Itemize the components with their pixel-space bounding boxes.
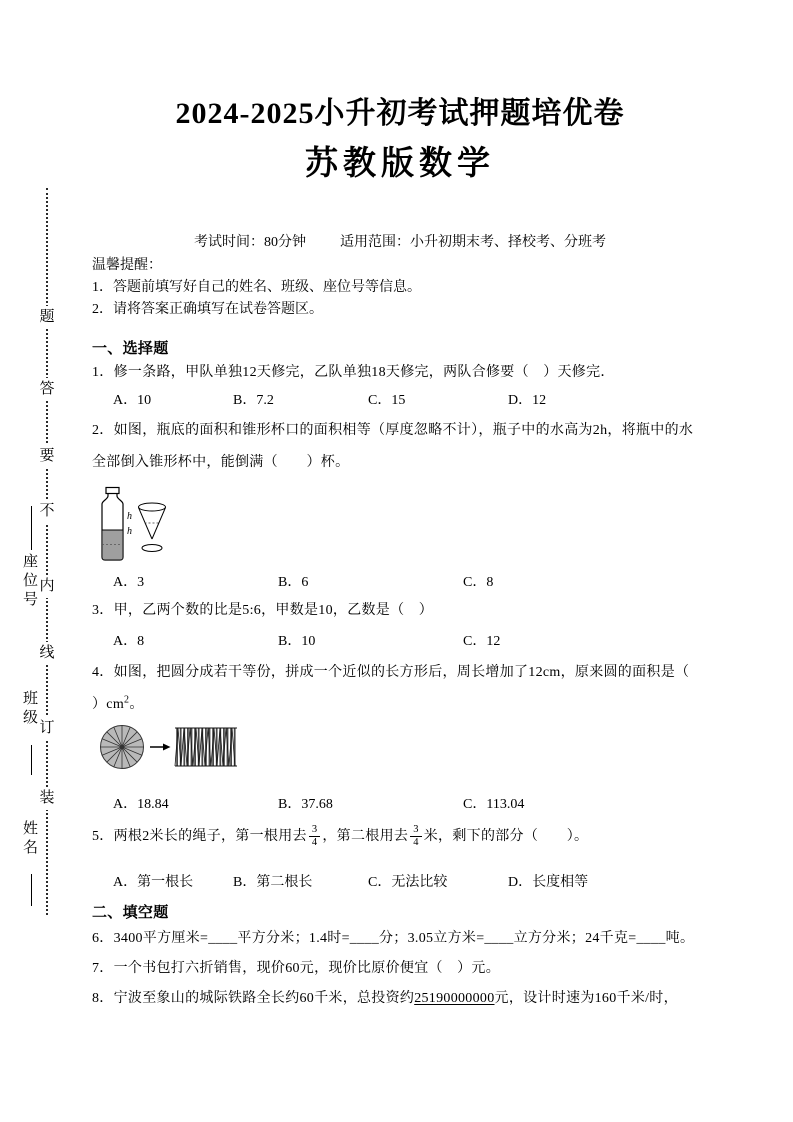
cone-rim	[139, 503, 166, 511]
q3-option-c: C．12	[463, 634, 501, 649]
question-2-options	[0, 571, 793, 591]
notice-title: 温馨提醒：	[92, 258, 162, 273]
binding-char-bu: 不	[38, 500, 56, 523]
q5-option-a: A．第一根长	[113, 875, 194, 890]
q5-fraction-2	[410, 824, 422, 848]
q5-part2: ，第二根用去	[322, 828, 409, 844]
binding-char-ti: 题	[38, 306, 56, 329]
q5-option-c: C．无法比较	[368, 875, 448, 890]
binding-char-ding: 订	[38, 717, 56, 740]
section-1-title: 一、选择题	[92, 341, 169, 357]
q4-option-c: C．113.04	[463, 797, 525, 812]
h-label-2: h	[127, 526, 132, 537]
notice-item-2: 2．请将答案正确填写在试卷答题区。	[92, 302, 323, 317]
exam-time: 考试时间：80分钟	[194, 235, 306, 250]
circle-to-rectangle-figure	[97, 720, 245, 774]
q5-frac2-numerator: 3	[413, 824, 419, 835]
question-5-text	[92, 824, 588, 848]
question-1-text: 1．修一条路，甲队单独12天修完，乙队单独18天修完，两队合修要（ ）天修完．	[92, 365, 615, 380]
question-4-options	[0, 793, 793, 813]
q2-option-b: B．6	[278, 575, 309, 590]
exam-scope: 适用范围：小升初期末考、择校考、分班考	[340, 235, 606, 250]
binding-char-xian: 线	[38, 642, 56, 665]
notice-block	[92, 255, 421, 321]
q1-option-a: A．10	[113, 393, 152, 408]
binding-char-nei: 内	[38, 575, 56, 598]
bottle-cap	[106, 488, 119, 494]
q5-fraction-1	[309, 824, 321, 848]
q5-frac2-denominator: 4	[410, 836, 422, 849]
circle-sector-lines	[101, 726, 144, 769]
notice-item-1: 1．答题前填写好自己的姓名、班级、座位号等信息。	[92, 280, 421, 295]
question-6-text: 6．3400平方厘米=____平方分米；1.4时=____分；3.05立方米=____立方分米；24千克=____吨。	[92, 931, 695, 946]
q3-option-b: B．10	[278, 634, 316, 649]
exam-subtitle: 苏教版数学	[305, 146, 495, 182]
q4-option-a: A．18.84	[113, 797, 169, 812]
question-1-options	[0, 389, 793, 409]
question-4-text-line2	[92, 693, 144, 713]
q4-line2-post: 。	[129, 697, 144, 712]
binding-char-yao: 要	[38, 445, 56, 468]
question-8-text	[92, 987, 678, 1007]
q5-part1: 5．两根2米长的绳子，第一根用去	[92, 828, 307, 844]
q5-option-d: D．长度相等	[508, 875, 589, 890]
question-3-text: 3．甲，乙两个数的比是5:6，甲数是10，乙数是（ ）	[92, 603, 433, 618]
name-label: 姓名	[21, 820, 37, 858]
q4-superscript: 2	[124, 694, 130, 706]
q1-option-d: D．12	[508, 393, 547, 408]
q5-part3: 米，剩下的部分（ ）。	[423, 828, 589, 844]
q3-option-a: A．8	[113, 634, 145, 649]
q2-option-a: A．3	[113, 575, 145, 590]
question-4-text-line1: 4．如图，把圆分成若干等份，拼成一个近似的长方形后，周长增加了12cm，原来圆的面积是（	[92, 665, 690, 680]
seat-number-label: 座位号	[21, 553, 37, 610]
q1-option-c: C．15	[368, 393, 406, 408]
binding-char-da: 答	[38, 378, 56, 401]
question-7-text: 7．一个书包打六折销售，现价60元，现价比原价便宜（ ）元。	[92, 961, 500, 976]
arrow-head	[163, 744, 171, 751]
q5-frac1-denominator: 4	[309, 836, 321, 849]
binding-char-zhuang: 装	[38, 787, 56, 810]
q4-line2-pre: ）cm	[92, 697, 125, 712]
q5-frac1-numerator: 3	[311, 824, 318, 835]
q5-option-b: B．第二根长	[233, 875, 313, 890]
q8-part1: 8．宁波至象山的城际铁路全长约60千米，总投资约	[92, 991, 415, 1006]
exam-info-line	[60, 231, 740, 251]
q8-part2: 元，设计时速为160千米/时，	[494, 991, 678, 1006]
seat-number-blank-line	[31, 506, 32, 550]
q1-option-b: B．7.2	[233, 393, 274, 408]
cone-base-dish	[142, 545, 162, 552]
q2-option-c: C．8	[463, 575, 494, 590]
question-2-text-line1: 2．如图，瓶底的面积和锥形杯口的面积相等（厚度忽略不计），瓶子中的水高为2h，将瓶中的水	[92, 423, 694, 438]
q4-option-b: B．37.68	[278, 797, 333, 812]
question-5-options	[0, 871, 793, 891]
h-label-1: h	[127, 511, 132, 522]
q8-underlined-number: 25190000000	[414, 991, 495, 1006]
section-2-title: 二、填空题	[92, 905, 169, 921]
class-label: 班级	[21, 690, 37, 728]
question-2-text-line2: 全部倒入锥形杯中，能倒满（ ）杯。	[92, 455, 350, 470]
exam-title: 2024-2025小升初考试押题培优卷	[175, 97, 625, 130]
question-3-options	[0, 630, 793, 650]
class-blank-line	[31, 745, 32, 775]
bottle-and-cone-figure	[93, 486, 173, 570]
